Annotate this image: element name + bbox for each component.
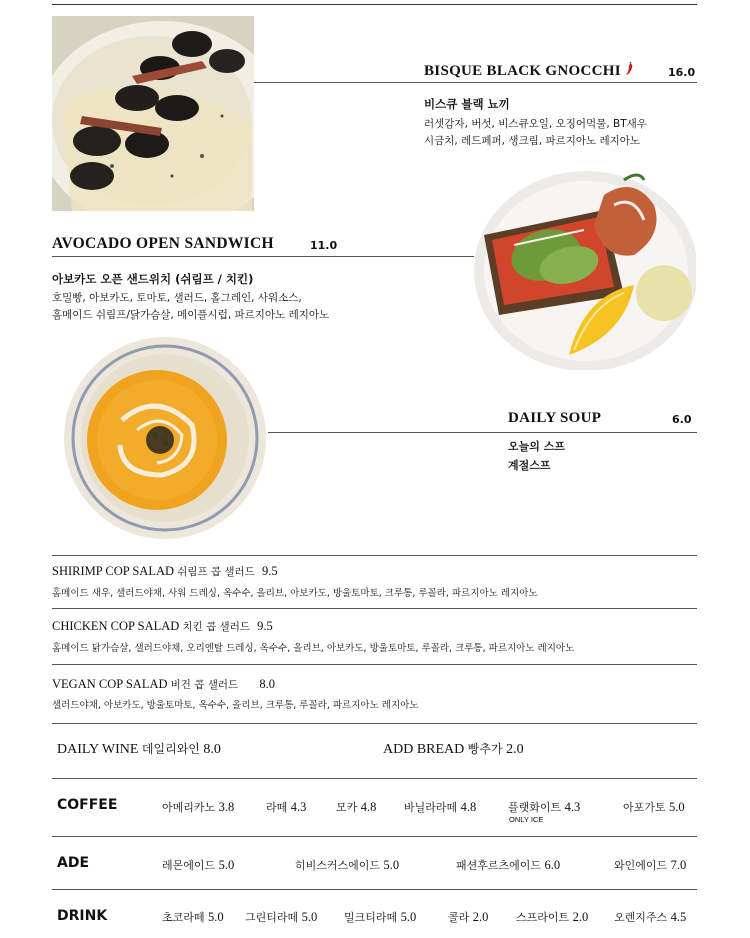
ade-item-price: 5.0 xyxy=(383,858,400,872)
ade-label: ADE xyxy=(57,855,90,871)
salad-chicken-price: 9.5 xyxy=(257,619,273,633)
daily-wine-price: 8.0 xyxy=(203,742,221,757)
drink-item-price: 5.0 xyxy=(208,910,224,924)
gnocchi-title xyxy=(424,62,634,81)
drink-label: DRINK xyxy=(57,908,108,924)
coffee-item-name: 라떼 xyxy=(266,801,288,814)
drinks-rule-3 xyxy=(52,889,697,890)
chili-icon xyxy=(624,62,634,81)
ade-item-name: 패션후르츠에이드 xyxy=(456,859,542,872)
add-bread xyxy=(383,740,524,758)
drink-item xyxy=(162,909,224,925)
soup-title: DAILY SOUP xyxy=(508,410,602,426)
only-ice-note: ONLY ICE xyxy=(509,815,544,824)
avocado-desc xyxy=(52,290,329,324)
gnocchi-rule xyxy=(254,82,697,83)
avocado-price: 11.0 xyxy=(310,239,338,252)
drink-item-price: 2.0 xyxy=(572,910,589,924)
coffee-item-price: 4.8 xyxy=(460,800,477,814)
coffee-item xyxy=(508,799,580,815)
drink-item-price: 2.0 xyxy=(472,910,489,924)
ade-item-name: 와인에이드 xyxy=(614,859,668,872)
coffee-item xyxy=(336,799,376,815)
salad-shrimp-desc: 홈메이드 새우, 샐러드야채, 사워 드레싱, 옥수수, 올리브, 아보카도, 방울토마토, 크루통, 루꼴라, 파르지아노 레지아노 xyxy=(52,588,538,599)
gnocchi-kr-name: 비스큐 블랙 뇨끼 xyxy=(424,97,510,111)
avocado-rule xyxy=(52,256,474,257)
gnocchi-desc-line-1: 러셋감자, 버섯, 비스큐오일, 오징어먹물, BT새우 xyxy=(424,118,647,130)
drink-item-name: 스프라이트 xyxy=(516,911,570,924)
drink-item xyxy=(516,909,588,925)
gnocchi-price: 16.0 xyxy=(668,66,696,79)
coffee-item-name: 바닐라라떼 xyxy=(404,801,458,814)
drinks-rule-2 xyxy=(52,836,697,837)
avocado-desc-line-2: 홈메이드 쉬림프/닭가슴살, 메이플시럽, 파르지아노 레지아노 xyxy=(52,309,330,321)
drink-item-price: 5.0 xyxy=(301,910,318,924)
drink-item xyxy=(614,909,686,925)
salad-vegan-price: 8.0 xyxy=(259,677,275,691)
coffee-item xyxy=(266,799,306,815)
coffee-item xyxy=(623,799,685,815)
ade-item xyxy=(614,857,686,873)
coffee-item-price: 4.3 xyxy=(290,800,307,814)
salad-rule-3 xyxy=(52,664,697,665)
salad-shrimp-price: 9.5 xyxy=(261,564,278,578)
drink-item-price: 5.0 xyxy=(400,910,417,924)
salad-chicken-title xyxy=(52,619,273,634)
daily-wine-kr: 데일리와인 xyxy=(141,742,200,756)
coffee-item-price: 4.3 xyxy=(564,800,581,814)
drink-item xyxy=(344,909,416,925)
drink-item-name: 오렌지주스 xyxy=(614,911,668,924)
top-rule xyxy=(52,4,697,5)
ade-item-price: 6.0 xyxy=(544,858,561,872)
soup-rule xyxy=(268,432,697,433)
gnocchi-photo xyxy=(52,16,254,211)
ade-item-name: 레몬에이드 xyxy=(162,859,216,872)
salad-rule-bottom xyxy=(52,723,697,724)
daily-wine-en: DAILY WINE xyxy=(57,742,139,757)
salad-vegan-kr: 비건 콥 샐러드 xyxy=(170,679,239,691)
coffee-item-name: 플랫화이트 xyxy=(508,801,562,814)
drinks-rule-top xyxy=(52,778,697,779)
ade-item-price: 5.0 xyxy=(218,858,235,872)
drink-item xyxy=(245,909,317,925)
avocado-title: AVOCADO OPEN SANDWICH xyxy=(52,235,274,252)
drink-item xyxy=(448,909,488,925)
coffee-item-price: 3.8 xyxy=(218,800,235,814)
gnocchi-desc-line-2: 시금치, 레드페퍼, 생크림, 파르지아노 레지아노 xyxy=(424,135,641,147)
coffee-item xyxy=(162,799,234,815)
ade-item xyxy=(295,857,399,873)
coffee-item-name: 아메리카노 xyxy=(162,801,216,814)
drink-item-price: 4.5 xyxy=(670,910,687,924)
soup-photo xyxy=(62,335,268,541)
coffee-item-name: 아포가토 xyxy=(623,801,666,814)
ade-item xyxy=(162,857,234,873)
salad-chicken-desc: 홈메이드 닭가슴살, 샐러드야채, 오리엔탈 드레싱, 옥수수, 올리브, 아보카도, 방울토마토, 루꼴라, 크루통, 파르지아노 레지아노 xyxy=(52,643,575,654)
soup-kr-name: 오늘의 스프 xyxy=(508,440,565,453)
salad-vegan-desc: 샐러드야채, 아보카도, 방울토마토, 옥수수, 올리브, 크루통, 루꼴라, 파르지아노 레지아노 xyxy=(52,700,419,711)
add-bread-kr: 빵추가 xyxy=(467,742,503,756)
salad-shrimp-title xyxy=(52,564,278,579)
salad-rule-2 xyxy=(52,608,697,609)
ade-item-price: 7.0 xyxy=(670,858,687,872)
drink-item-name: 초코라떼 xyxy=(162,911,205,924)
soup-desc: 계절스프 xyxy=(508,459,551,472)
salad-rule-top xyxy=(52,555,697,556)
salad-shrimp-kr: 쉬림프 콥 샐러드 xyxy=(177,566,255,578)
avocado-kr-name: 아보카도 오픈 샌드위치 (쉬림프 / 치킨) xyxy=(52,272,254,286)
coffee-item xyxy=(404,799,476,815)
coffee-label: COFFEE xyxy=(57,797,118,813)
salad-vegan-en: VEGAN COP SALAD xyxy=(52,677,168,691)
gnocchi-name: BISQUE BLACK GNOCCHI xyxy=(424,62,621,79)
soup-price: 6.0 xyxy=(672,413,692,426)
drink-item-name: 그린티라떼 xyxy=(245,911,299,924)
gnocchi-desc xyxy=(424,116,647,150)
salad-shrimp-en: SHIRIMP COP SALAD xyxy=(52,564,175,578)
salad-chicken-en: CHICKEN COP SALAD xyxy=(52,619,180,633)
add-bread-price: 2.0 xyxy=(506,742,524,757)
coffee-item-name: 모카 xyxy=(336,801,358,814)
coffee-item-price: 5.0 xyxy=(669,800,685,814)
drink-item-name: 밀크티라떼 xyxy=(344,911,398,924)
coffee-item-price: 4.8 xyxy=(360,800,377,814)
salad-vegan-title xyxy=(52,677,275,692)
ade-item xyxy=(456,857,560,873)
daily-wine xyxy=(57,740,221,758)
drink-item-name: 콜라 xyxy=(448,911,470,924)
ade-item-name: 히비스커스에이드 xyxy=(295,859,381,872)
avocado-desc-line-1: 호밀빵, 아보카도, 토마토, 샐러드, 홀그레인, 사워소스, xyxy=(52,292,302,304)
salad-chicken-kr: 치킨 콥 샐러드 xyxy=(182,621,250,633)
add-bread-en: ADD BREAD xyxy=(383,742,465,757)
avocado-photo xyxy=(474,165,696,370)
